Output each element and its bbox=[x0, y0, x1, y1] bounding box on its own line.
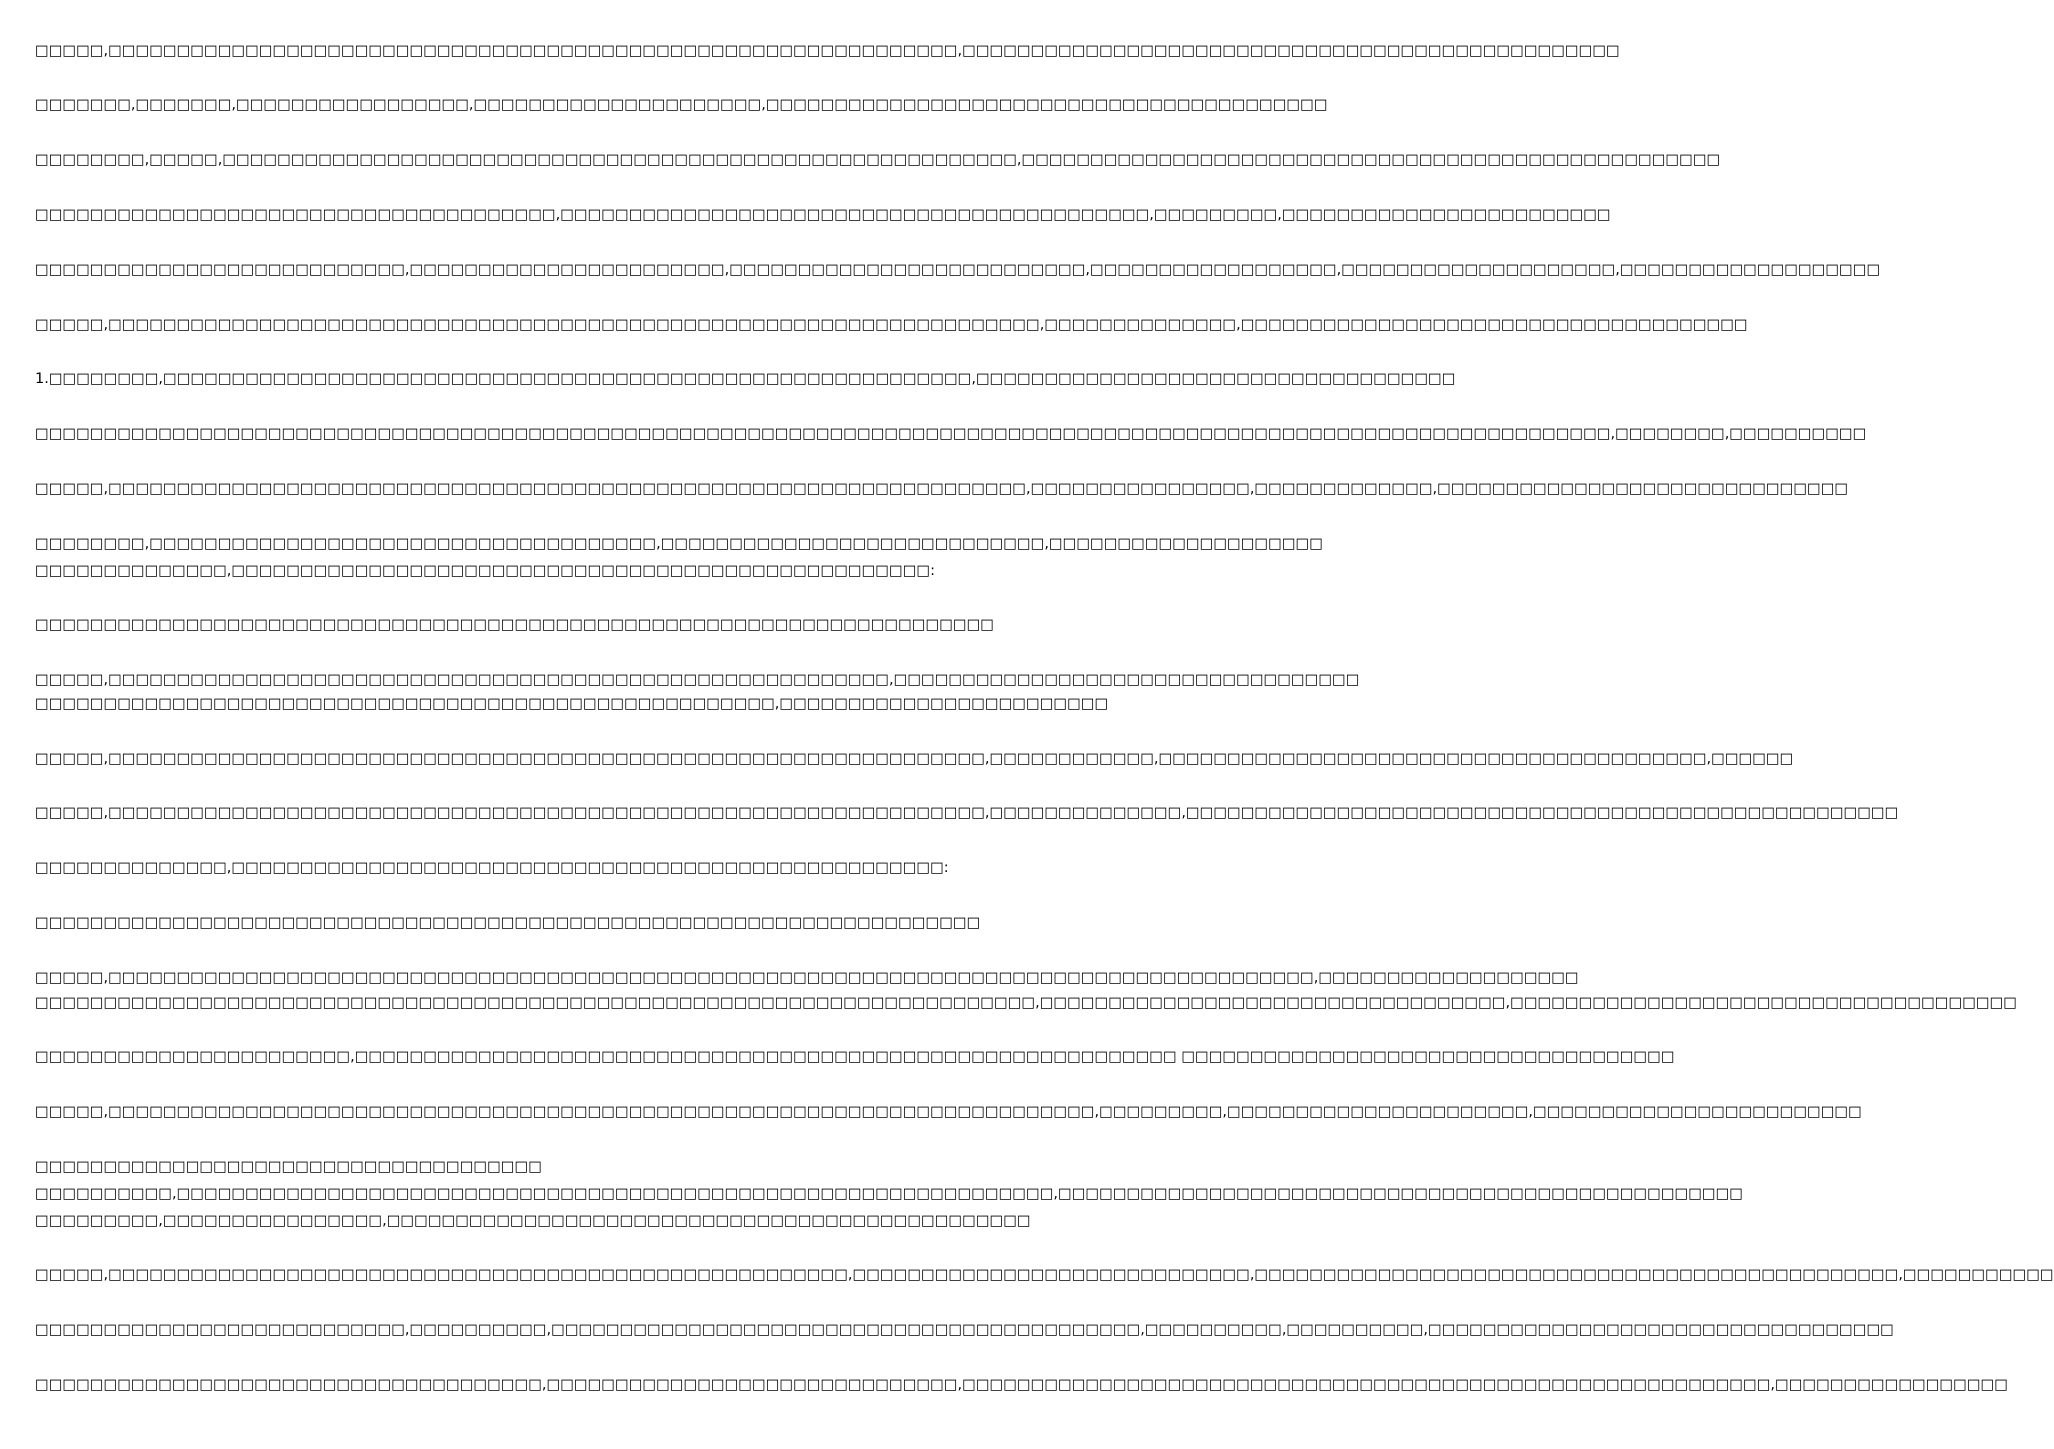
text-line: □□□□□□□□,□□□□□,□□□□□□□□□□□□□□□□□□□□□□□□□□□□□□□□□□□□□□□□□□□□□□□□□□□□□□□□□□,□□□□□□□□□□□□□□□□□□□□□□□□□□□□□□□□□□□□□□□□□□□□□□□□□□□ bbox=[35, 152, 1721, 168]
text-line: □□□□□□□□□□□□□□□□□□□□□□□□□□□□□□□□□□□□□□□□□□□□□□□□□□□□□□□□□□□□□□□□□□□□□□□□□,□□□□□□□□□□□□□□□□□□□□□□□□□□□□□□□□□□,□□□□□□□□□□□□□□□□□□□□□□□□□□□□□□□□□□□□□ bbox=[35, 995, 2018, 1011]
text-line: □□□□□,□□□□□□□□□□□□□□□□□□□□□□□□□□□□□□□□□□□□□□□□□□□□□□□□□□□□□□□□□□□□□□,□□□□□□□□□□□□□□□□□□□□□□□□□□□□□□□□□□□□□□□□□□□□□□□□ bbox=[35, 43, 1620, 59]
text-line: □□□□□,□□□□□□□□□□□□□□□□□□□□□□□□□□□□□□□□□□□□□□□□□□□□□□□□□□□□□□□□□,□□□□□□□□□□□□□□□□□□□□□□□□□□□□□□□□□□ bbox=[35, 672, 1360, 688]
text-line: □□□□□□□□□□□□□□□□□□□□□□□□□□□□□□□□□□□□□□□□□□□□□□□□□□□□□□,□□□□□□□□□□□□□□□□□□□□□□□□ bbox=[35, 696, 1109, 712]
text-line: 1.□□□□□□□□,□□□□□□□□□□□□□□□□□□□□□□□□□□□□□□□□□□□□□□□□□□□□□□□□□□□□□□□□□□□,□□□□□□□□□□□□□□□□□□□□□□□□□□□□□□□□□□□ bbox=[35, 371, 1456, 387]
text-line: □□□□□□□□□□□□□□□□□□□□□□□□□□□,□□□□□□□□□□,□□□□□□□□□□□□□□□□□□□□□□□□□□□□□□□□□□□□□□□□□□□,□□□□□□□□□□,□□□□□□□□□□,□□□□□□□□□□□□□□□□□□□□□□□□□□□□□□□□□□ bbox=[35, 1322, 1894, 1338]
text-line: □□□□□□□□□□□□□□□□□□□□□□□□□□□,□□□□□□□□□□□□□□□□□□□□□□□,□□□□□□□□□□□□□□□□□□□□□□□□□□,□□□□□□□□□□□□□□□□□□,□□□□□□□□□□□□□□□□□□□□,□□□□□□□□□□□□□□□□□□□ bbox=[35, 262, 1881, 278]
text-line: □□□□□□□□□□□□□□□□□□□□□□□□□□□□□□□□□□□□□□,□□□□□□□□□□□□□□□□□□□□□□□□□□□□□□□□□□□□□□□□□□□,□□□□□□□□□,□□□□□□□□□□□□□□□□□□□□□□□□ bbox=[35, 207, 1611, 223]
text-line: □□□□□□□□□□□□□□□□□□□□□□□□□□□□□□□□□□□□□□□□□□□□□□□□□□□□□□□□□□□□□□□□□□□□□ bbox=[35, 915, 981, 931]
text-line: □□□□□□□□□□□□□□□□□□□□□□□□□□□□□□□□□□□□□□□□□□□□□□□□□□□□□□□□□□□□□□□□□□□□□□□□□□□□□□□□□□□□□□□□□□□□□□□□□□□□□□□□□□□□□□□□□□□,□□□□□□□□,□□□□□□□□□□ bbox=[35, 426, 1867, 442]
text-line: □□□□□,□□□□□□□□□□□□□□□□□□□□□□□□□□□□□□□□□□□□□□□□□□□□□□□□□□□□□□□□□□□□□□□□□□□□□□□□,□□□□□□□□□,□□□□□□□□□□□□□□□□□□□□□□,□□□□□□□□□□□□□□□□□□□□□□□□ bbox=[35, 1104, 1862, 1120]
text-line: □□□□□,□□□□□□□□□□□□□□□□□□□□□□□□□□□□□□□□□□□□□□□□□□□□□□□□□□□□□□□□□□□□□□□□□□□,□□□□□□□□□□□□□□□□,□□□□□□□□□□□□□,□□□□□□□□□□□□□□□□□□□□□□□□□□□□□□ bbox=[35, 481, 1849, 497]
text-line: □□□□□,□□□□□□□□□□□□□□□□□□□□□□□□□□□□□□□□□□□□□□□□□□□□□□□□□□□□□□□□□□□□□□□□,□□□□□□□□□□□□□□,□□□□□□□□□□□□□□□□□□□□□□□□□□□□□□□□□□□□□□□□□□□□□□□□□□□□ bbox=[35, 805, 1899, 821]
text-line: □□□□□,□□□□□□□□□□□□□□□□□□□□□□□□□□□□□□□□□□□□□□□□□□□□□□□□□□□□□□,□□□□□□□□□□□□□□□□□□□□□□□□□□□□□,□□□□□□□□□□□□□□□□□□□□□□□□□□□□□□□□□□□□□□□□□□□□□□□,□□□□□□□□□□□ bbox=[35, 1267, 2054, 1283]
text-line: □□□□□,□□□□□□□□□□□□□□□□□□□□□□□□□□□□□□□□□□□□□□□□□□□□□□□□□□□□□□□□□□□□□□□□,□□□□□□□□□□□□,□□□□□□□□□□□□□□□□□□□□□□□□□□□□□□□□□□□□□□□□,□□□□□□ bbox=[35, 751, 1794, 767]
text-line: □□□□□□□□□□,□□□□□□□□□□□□□□□□□□□□□□□□□□□□□□□□□□□□□□□□□□□□□□□□□□□□□□□□□□□□□□□□,□□□□□□□□□□□□□□□□□□□□□□□□□□□□□□□□□□□□□□□□□□□□□□□□□□ bbox=[35, 1186, 1744, 1202]
text-line: □□□□□,□□□□□□□□□□□□□□□□□□□□□□□□□□□□□□□□□□□□□□□□□□□□□□□□□□□□□□□□□□□□□□□□□□□□,□□□□□□□□□□□□□□,□□□□□□□□□□□□□□□□□□□□□□□□□□□□□□□□□□□□□ bbox=[35, 317, 1748, 333]
text-line: □□□□□□□□□□□□□□,□□□□□□□□□□□□□□□□□□□□□□□□□□□□□□□□□□□□□□□□□□□□□□□□□□□□: bbox=[35, 860, 949, 876]
text-line: □□□□□□□□□□□□□□□□□□□□□□□□□□□□□□□□□□□□□ bbox=[35, 1159, 542, 1175]
text-line: □□□□□□□□□□□□□□,□□□□□□□□□□□□□□□□□□□□□□□□□□□□□□□□□□□□□□□□□□□□□□□□□□□: bbox=[35, 563, 935, 579]
text-line: □□□□□□□□□,□□□□□□□□□□□□□□□□,□□□□□□□□□□□□□□□□□□□□□□□□□□□□□□□□□□□□□□□□□□□□□□□ bbox=[35, 1213, 1031, 1229]
text-line: □□□□□,□□□□□□□□□□□□□□□□□□□□□□□□□□□□□□□□□□□□□□□□□□□□□□□□□□□□□□□□□□□□□□□□□□□□□□□□□□□□□□□□□□□□□□□□,□□□□□□□□□□□□□□□□□□□ bbox=[35, 970, 1579, 986]
text-line: □□□□□□□□□□□□□□□□□□□□□□□□□□□□□□□□□□□□□□□□□□□□□□□□□□□□□□□□□□□□□□□□□□□□□□ bbox=[35, 617, 994, 633]
text-line: □□□□□□□,□□□□□□□,□□□□□□□□□□□□□□□□□,□□□□□□□□□□□□□□□□□□□□□,□□□□□□□□□□□□□□□□□□□□□□□□□□□□□□□□□□□□□□□□□ bbox=[35, 97, 1328, 113]
text-line: □□□□□□□□,□□□□□□□□□□□□□□□□□□□□□□□□□□□□□□□□□□□□□,□□□□□□□□□□□□□□□□□□□□□□□□□□□□,□□□□□□□□□□□□□□□□□□□□ bbox=[35, 536, 1323, 552]
text-line: □□□□□□□□□□□□□□□□□□□□□□□□□□□□□□□□□□□□□,□□□□□□□□□□□□□□□□□□□□□□□□□□□□□□,□□□□□□□□□□□□□□□□□□□□□□□□□□□□□□□□□□□□□□□□□□□□□□□□□□□□□□□□□□□,□□□□□□□□□□□□□□□□□ bbox=[35, 1377, 2008, 1393]
text-line: □□□□□□□□□□□□□□□□□□□□□□□,□□□□□□□□□□□□□□□□□□□□□□□□□□□□□□□□□□□□□□□□□□□□□□□□□□□□□□□□□□□□ □□□□□□□□□□□□□□□□□□□□□□□□□□□□□□□□□□□□ bbox=[35, 1049, 1675, 1065]
